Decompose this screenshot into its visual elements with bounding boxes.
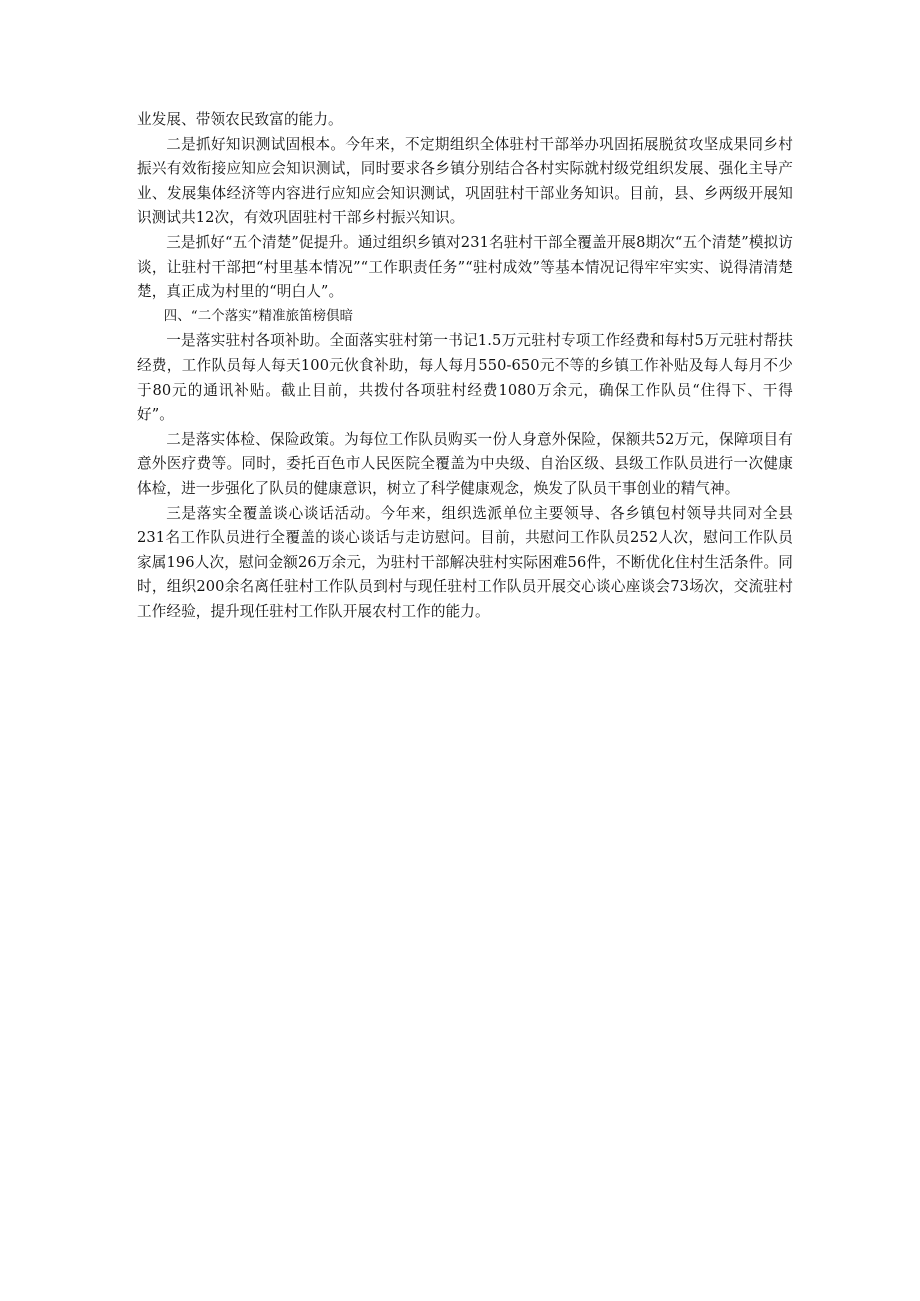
section-heading-four: 四、“二个落实”精准旅笛榜倶暗 xyxy=(163,308,354,324)
paragraph-insurance: 二是落实体检、保险政策。为每位工作队员购买一份人身意外保险，保额共52万元，保障项目有意外医疗费等。同时，委托百色市人民医院全覆盖为中央级、自治区级、县级工作队员进行一次健康体检，进一步强化了队员的健康意识，树立了科学健康观念，焕发了队员干事创业的精气神。 xyxy=(137,430,793,497)
document-body xyxy=(137,108,793,624)
paragraph-knowledge-test: 二是抓好知识测试固根本。今年来，不定期组织全体驻村干部举办巩固拓展脱贫攻坚成果同乡村振兴有效衔接应知应会知识测试，同时要求各乡镇分别结合各村实际就村级党组织发展、强化主导产业、发展集体经济等内容进行应知应会知识测试，巩固驻村干部业务知识。目前，县、乡两级开展知识测试共12次，有效巩固驻村干部乡村振兴知识。 xyxy=(137,135,793,227)
paragraph-talks: 三是落实全覆盖谈心谈话活动。今年来，组织选派单位主要领导、各乡镇包村领导共同对全县231名工作队员进行全覆盖的谈心谈话与走访慰问。目前，共慰问工作队员252人次，慰问工作队员家属196人次，慰问金额26万余元，为驻村干部解决驻村实际困难56件，不断优化住村生活条件。同时，组织200余名离任驻村工作队员到村与现任驻村工作队员开展交心谈心座谈会73场次，交流驻村工作经验，提升现任驻村工作队开展农村工作的能力。 xyxy=(137,504,793,620)
paragraph-subsidies: 一是落实驻村各项补助。全面落实驻村第一书记1.5万元驻村专项工作经费和每村5万元驻村帮扶经费，工作队员每人每天100元伙食补助，每人每月550-650元不等的乡镇工作补贴及每人每月不少于80元的通讯补贴。截止目前，共拨付各项驻村经费1080万余元，确保工作队员“住得下、干得好”。 xyxy=(137,332,793,424)
paragraph-five-clear: 三是抓好“五个清楚”促提升。通过组织乡镇对231名驻村干部全覆盖开展8期次“五个清楚”模拟访谈，让驻村干部把“村里基本情况”“工作职责任务”“驻村成效”等基本情况记得牢牢实实、说得清清楚楚，真正成为村里的“明白人”。 xyxy=(137,233,793,301)
paragraph-continuation: 业发展、带领农民致富的能力。 xyxy=(137,111,343,128)
